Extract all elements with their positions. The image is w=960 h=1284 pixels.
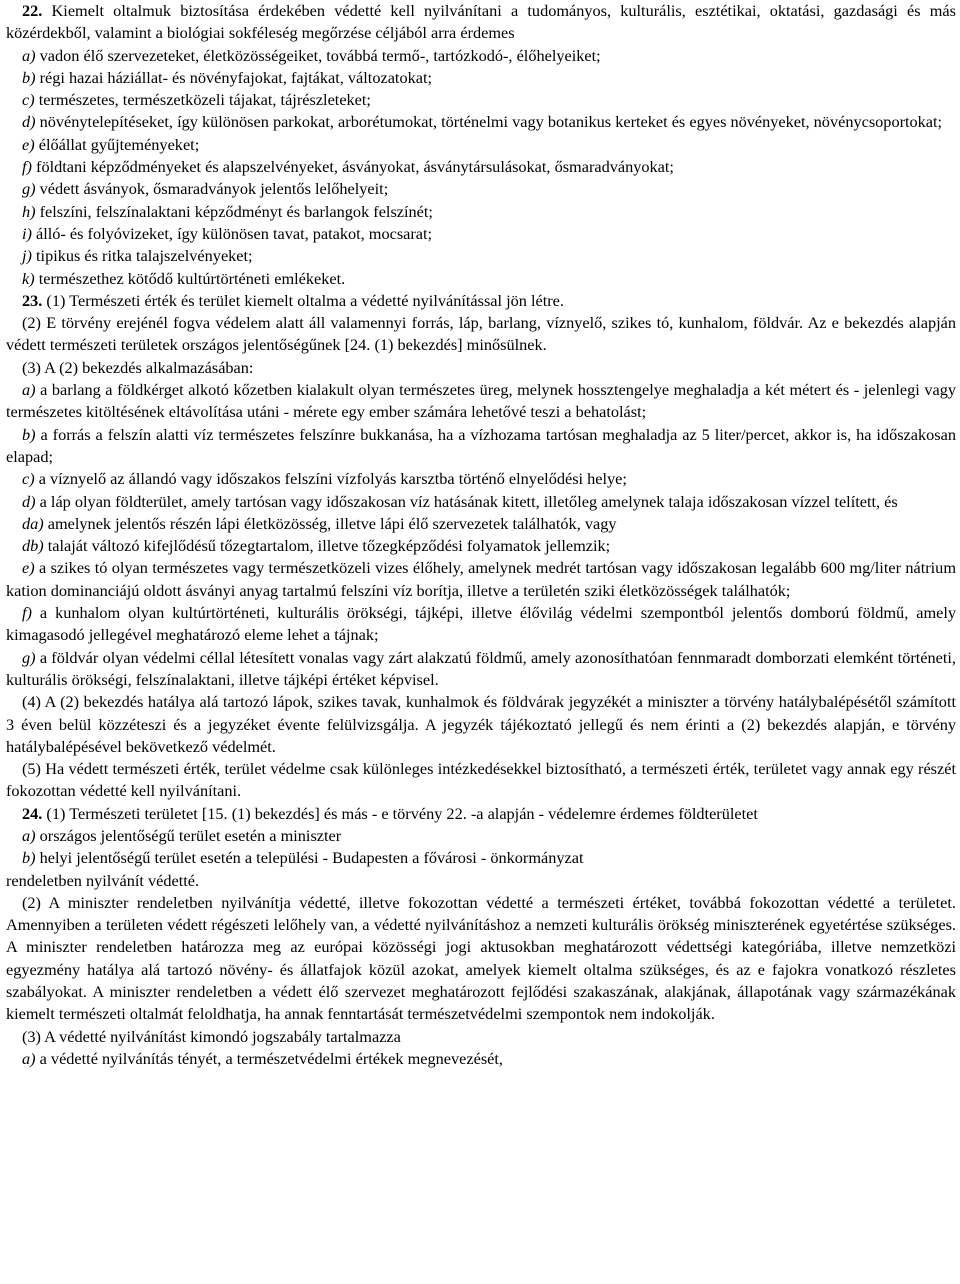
list-item (6, 245, 956, 267)
list-item (6, 491, 956, 513)
item-text: a láp olyan földterület, amely tartósan vagy időszakosan víz hatásának kitett, illetőleg amelynek talaja időszakosan vízzel telített, és (35, 491, 898, 511)
list-item (6, 178, 956, 200)
item-label: k) (22, 268, 35, 288)
item-text: talaját változó kifejlődésű tőzegtartalom, illetve tőzegképződési folyamatok jellemzik; (43, 536, 611, 556)
item-text: a szikes tó olyan természetes vagy természetközeli vizes élőhely, amelynek medrét tartósan vagy időszakosan legalább 600 mg/liter nátrium kation dominanciájú oldott ásványi anyag tartalmú felszíni víz borítja, illetve a területén sziki életközösségek találhatók; (6, 558, 956, 600)
section-number: 24. (22, 803, 43, 823)
list-item (6, 602, 956, 647)
item-label: c) (22, 90, 35, 110)
section-23 (6, 290, 956, 803)
list-item (6, 379, 956, 424)
section-text: Kiemelt oltalmuk biztosítása érdekében védetté kell nyilvánítani a tudományos, kulturális, esztétikai, oktatási, gazdasági és más közérdekből, valamint a biológiai sokféleség megőrzése céljából arra érdemes (6, 1, 956, 43)
item-text: védett ásványok, ősmaradványok jelentős lelőhelyeit; (35, 179, 389, 199)
item-text: álló- és folyóvizeket, így különösen tavat, patakot, mocsarat; (31, 223, 433, 243)
item-label: db) (22, 536, 44, 556)
item-label: d) (22, 491, 36, 511)
item-label: j) (22, 246, 32, 266)
item-label: c) (22, 469, 35, 489)
section-number: 23. (22, 290, 43, 310)
item-label: f) (22, 157, 32, 177)
item-label: e) (22, 558, 35, 578)
item-label: e) (22, 134, 35, 154)
list-item (6, 535, 956, 557)
item-label: g) (22, 179, 36, 199)
item-text: növénytelepítéseket, így különösen parkokat, arborétumokat, történelmi vagy botanikus kerteket és egyes növényeket, növénycsoportokat; (35, 112, 943, 132)
section-22 (6, 0, 956, 290)
item-text: amelynek jelentős részén lápi életközösség, illetve lápi élő szervezetek találhatók, vagy (43, 513, 617, 533)
section-24-paragraph-3: (3) A védetté nyilvánítást kimondó jogszabály tartalmazza (22, 1026, 401, 1046)
list-item (6, 825, 956, 847)
item-label: b) (22, 848, 36, 868)
list-item (6, 1048, 956, 1070)
section-24-paragraph-1 (6, 803, 956, 825)
item-text: természethez kötődő kultúrtörténeti emlékeket. (34, 268, 346, 288)
item-label: b) (22, 67, 36, 87)
item-text: földtani képződményeket és alapszelvényeket, ásványokat, ásványtársulásokat, ősmaradványokat; (31, 157, 674, 177)
list-item (6, 67, 956, 89)
item-text: a forrás a felszín alatti víz természetes felszínre bukkanása, ha a vízhozama tartósan meghaladja az 5 liter/percet, akkor is, ha időszakosan elapad; (6, 424, 956, 466)
legal-document (6, 0, 956, 1070)
item-label: a) (22, 1048, 36, 1068)
section-23-paragraph-5: (5) Ha védett természeti érték, terület védelme csak különleges intézkedésekkel biztosítható, a természeti érték, területet vagy annak egy részét fokozottan védetté kell nyilvánítani. (6, 759, 956, 801)
item-text: régi hazai háziállat- és növényfajokat, fajtákat, változatokat; (35, 67, 433, 87)
item-label: h) (22, 201, 36, 221)
list-item (6, 468, 956, 490)
list-item (6, 424, 956, 469)
list-item (6, 223, 956, 245)
list-item (6, 89, 956, 111)
item-label: g) (22, 647, 36, 667)
list-item (6, 156, 956, 178)
section-23-paragraph-2: (2) E törvény erejénél fogva védelem alatt áll valamennyi forrás, láp, barlang, víznyelő, szikes tó, kunhalom, földvár. Az e bekezdés alapján védett természeti területek országos jelentőségűnek [24. (1) bekezdés] minősülnek. (6, 313, 956, 355)
list-item (6, 201, 956, 223)
item-text: felszíni, felszínalaktani képződményt és barlangok felszínét; (35, 201, 433, 221)
item-label: da) (22, 513, 44, 533)
list-item (6, 647, 956, 692)
item-text: helyi jelentőségű terület esetén a települési - Budapesten a fővárosi - önkormányzat (35, 848, 584, 868)
section-24-paragraph-1-end: rendeletben nyilvánít védetté. (6, 870, 200, 890)
item-text: országos jelentőségű terület esetén a miniszter (35, 825, 342, 845)
item-label: a) (22, 380, 36, 400)
item-text: a védetté nyilvánítás tényét, a természetvédelmi értékek megnevezését, (35, 1048, 503, 1068)
section-23-paragraph-1 (6, 290, 956, 312)
section-text: (1) Természeti területet [15. (1) bekezdés] és más - e törvény 22. -a alapján - védelemre érdemes földterületet (42, 803, 758, 823)
list-item (6, 268, 956, 290)
list-item (6, 513, 956, 535)
item-text: a kunhalom olyan kultúrtörténeti, kulturális örökségi, tájképi, illetve élővilág védelmi szempontból jelentős domború földmű, amely kimagasodó jellegével meghatározó eleme lehet a tájnak; (6, 603, 956, 645)
item-label: d) (22, 112, 36, 132)
section-23-paragraph-3: (3) A (2) bekezdés alkalmazásában: (22, 357, 254, 377)
item-text: vadon élő szervezeteket, életközösségeiket, továbbá termő-, tartózkodó-, élőhelyeiket; (35, 45, 601, 65)
item-label: a) (22, 825, 36, 845)
item-text: tipikus és ritka talajszelvényeket; (31, 246, 253, 266)
item-text: a barlang a földkérget alkotó kőzetben kialakult olyan természetes üreg, melynek hossztengelye meghaladja a két métert és - jelenlegi vagy természetes kitöltésének eltávolítása utáni - mérete egy ember számára lehetővé teszi a behatolást; (6, 380, 956, 422)
list-item (6, 557, 956, 602)
item-label: b) (22, 424, 36, 444)
list-item (6, 847, 956, 869)
list-item (6, 111, 956, 133)
section-24-paragraph-2: (2) A miniszter rendeletben nyilvánítja védetté, illetve fokozottan védetté a természeti értéket, továbbá fokozottan védetté a területet. Amennyiben a területen védett régészeti lelőhely van, a védetté nyilvánításhoz a nemzeti kulturális örökség miniszterének egyetértése szükséges. A miniszter rendeletben határozza meg az európai közösségi jogi aktusokban meghatározott védettségi kategóriába, illetve nemzetközi egyezmény hatálya alá tartozó növény- és állatfajok közül azokat, amelyek kiemelt oltalma szükséges, és az e fajokra vonatkozó részletes szabályokat. A miniszter rendeletben a védett élő szervezet meghatározott fejlődési szakaszának, alakjának, állapotának vagy származékának kiemelt természeti oltalmát feloldhatja, ha annak fenntartását természetvédelmi szempontok nem indokolják. (6, 892, 956, 1024)
section-text: (1) Természeti érték és terület kiemelt oltalma a védetté nyilvánítással jön létre. (42, 290, 564, 310)
list-item (6, 45, 956, 67)
section-24 (6, 803, 956, 1071)
list-item (6, 134, 956, 156)
section-number: 22. (22, 1, 43, 20)
item-label: a) (22, 45, 36, 65)
section-23-paragraph-4: (4) A (2) bekezdés hatálya alá tartozó lápok, szikes tavak, kunhalmok és földvárak jegyzékét a miniszter a törvény hatálybalépésétől számított 3 éven belül közzéteszi és a jegyzéket évente felülvizsgálja. A jegyzék tájékoztató jellegű és nem érinti a (2) bekezdés alapján, e törvény hatálybalépésével bekövetkező védelmét. (6, 692, 956, 756)
item-label: f) (22, 603, 32, 623)
item-text: a földvár olyan védelmi céllal létesített vonalas vagy zárt alakzatú földmű, amely azonosíthatóan fennmaradt domborzati elemként történeti, kulturális örökségi, felszínalaktani, illetve tájképi értéket képvisel. (6, 647, 956, 689)
item-text: élőállat gyűjteményeket; (34, 134, 200, 154)
item-text: a víznyelő az állandó vagy időszakos felszíni vízfolyás karsztba történő elnyelődési helye; (34, 469, 627, 489)
section-22-intro (6, 0, 956, 45)
item-text: természetes, természetközeli tájakat, tájrészleteket; (34, 90, 371, 110)
item-label: i) (22, 223, 32, 243)
